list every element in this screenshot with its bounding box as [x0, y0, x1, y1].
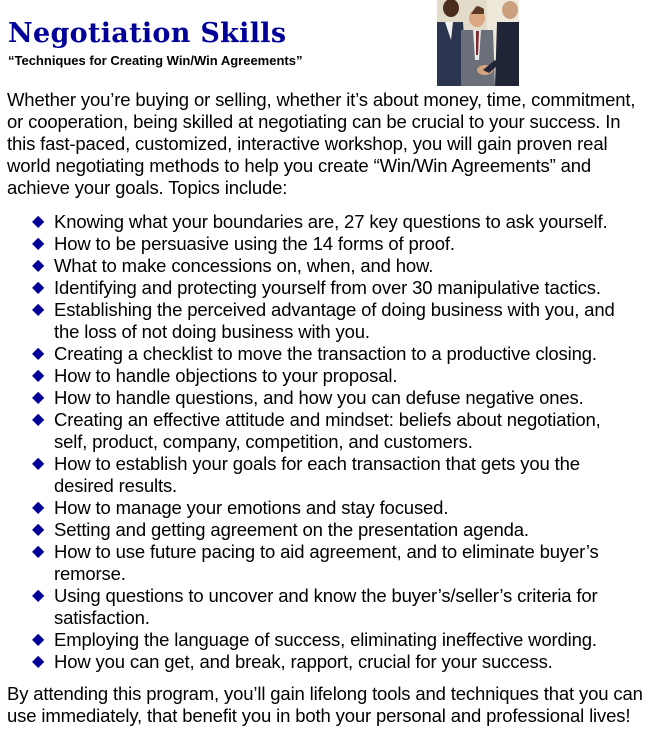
handshake-photo — [437, 0, 519, 86]
topic-item — [0, 519, 634, 541]
diamond-bullet-icon: ◆ — [32, 411, 45, 428]
page-subtitle: “Techniques for Creating Win/Win Agreements” — [8, 53, 303, 68]
topic-text: Knowing what your boundaries are, 27 key questions to ask yourself. — [54, 211, 608, 232]
topic-item — [0, 651, 634, 673]
topic-item — [0, 409, 634, 453]
topic-text: Creating an effective attitude and mindset: beliefs about negotiation, self, product, company, competition, and customers. — [54, 409, 601, 452]
topic-text: Setting and getting agreement on the presentation agenda. — [54, 519, 529, 540]
topic-text: How to handle objections to your proposal. — [54, 365, 398, 386]
topic-item — [0, 299, 634, 343]
topic-text: How to use future pacing to aid agreement, and to eliminate buyer’s remorse. — [54, 541, 599, 584]
topic-text: Employing the language of success, eliminating ineffective wording. — [54, 629, 597, 650]
topic-item — [0, 629, 634, 651]
topic-text: What to make concessions on, when, and how. — [54, 255, 434, 276]
topic-item — [0, 541, 634, 585]
topic-text: Identifying and protecting yourself from over 30 manipulative tactics. — [54, 277, 601, 298]
diamond-bullet-icon: ◆ — [32, 587, 45, 604]
diamond-bullet-icon: ◆ — [32, 499, 45, 516]
diamond-bullet-icon: ◆ — [32, 631, 45, 648]
topic-text: How you can get, and break, rapport, crucial for your success. — [54, 651, 553, 672]
diamond-bullet-icon: ◆ — [32, 653, 45, 670]
diamond-bullet-icon: ◆ — [32, 389, 45, 406]
topic-item — [0, 255, 634, 277]
topic-text: How to handle questions, and how you can defuse negative ones. — [54, 387, 584, 408]
topics-list — [0, 211, 650, 673]
topic-item — [0, 365, 634, 387]
closing-paragraph: By attending this program, you’ll gain lifelong tools and techniques that you can use immediately, that benefit you in both your personal and professional lives! — [7, 683, 643, 726]
topic-item — [0, 585, 634, 629]
diamond-bullet-icon: ◆ — [32, 521, 45, 538]
topic-text: How to establish your goals for each transaction that gets you the desired results. — [54, 453, 580, 496]
topic-text: How to be persuasive using the 14 forms of proof. — [54, 233, 455, 254]
diamond-bullet-icon: ◆ — [32, 235, 45, 252]
diamond-bullet-icon: ◆ — [32, 257, 45, 274]
topic-item — [0, 497, 634, 519]
topic-item — [0, 453, 634, 497]
topic-item — [0, 343, 634, 365]
topic-text: How to manage your emotions and stay focused. — [54, 497, 449, 518]
topic-text: Creating a checklist to move the transaction to a productive closing. — [54, 343, 597, 364]
topic-item — [0, 387, 634, 409]
topic-item — [0, 211, 634, 233]
topic-text: Establishing the perceived advantage of doing business with you, and the loss of not doing business with you. — [54, 299, 615, 342]
diamond-bullet-icon: ◆ — [32, 279, 45, 296]
page-title: Negotiation Skills — [8, 18, 287, 49]
topic-item — [0, 233, 634, 255]
topic-item — [0, 277, 634, 299]
diamond-bullet-icon: ◆ — [32, 367, 45, 384]
topic-text: Using questions to uncover and know the buyer’s/seller’s criteria for satisfaction. — [54, 585, 598, 628]
diamond-bullet-icon: ◆ — [32, 455, 45, 472]
diamond-bullet-icon: ◆ — [32, 543, 45, 560]
diamond-bullet-icon: ◆ — [32, 213, 45, 230]
intro-paragraph: Whether you’re buying or selling, whether it’s about money, time, commitment, or cooperation, being skilled at negotiating can be crucial to your success. In this fast-paced, customized, interactive workshop, you will gain proven real world negotiating methods to help you create “Win/Win Agreements” and achieve your goals. Topics include: — [7, 89, 636, 198]
diamond-bullet-icon: ◆ — [32, 345, 45, 362]
diamond-bullet-icon: ◆ — [32, 301, 45, 318]
